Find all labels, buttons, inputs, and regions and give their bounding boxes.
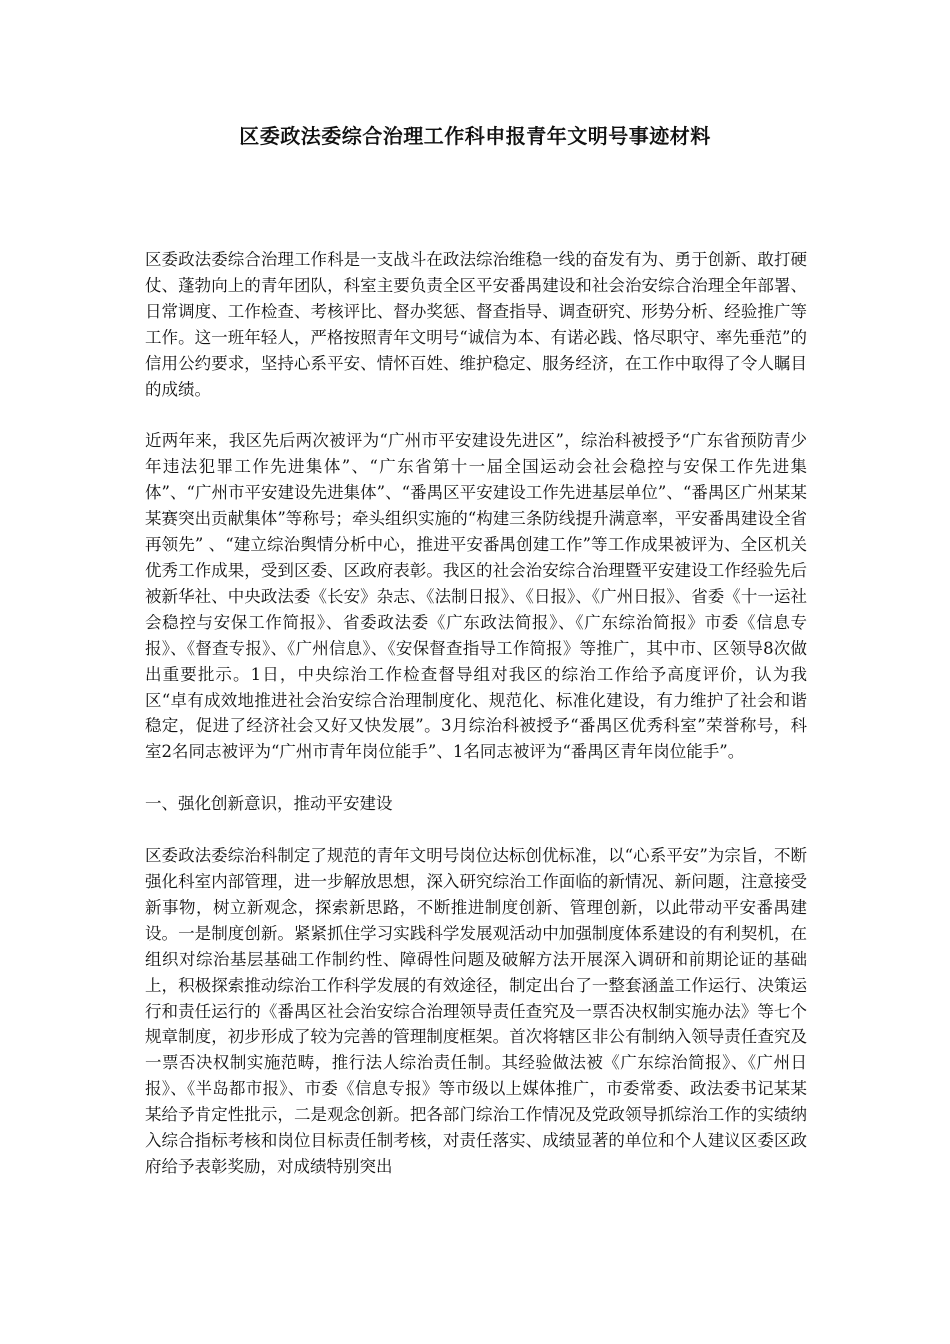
achievements-paragraph: 近两年来，我区先后两次被评为“广州市平安建设先进区”，综治科被授予“广东省预防青少年违法犯罪工作先进集体”、“广东省第十一届全国运动会社会稳控与安保工作先进集体”、“广州市平安建设先进集体”、“番禺区平安建设工作先进基层单位”、“番禺区广州某某某赛突出贡献集体”等称号；牵头组织实施的“构建三条防线提升满意率，平安番禺建设全省再领先” 、“建立综治舆情分析中心，推进平安番禺创建工作”等工作成果被评为、全区机关优秀工作成果，受到区委、区政府表彰。我区的社会治安综合治理暨平安建设工作经验先后被新华社、中央政法委《长安》杂志、《法制日报》、《日报》、《广州日报》、省委《十一运社会稳控与安保工作简报》、省委政法委《广东政法简报》、《广东综治简报》市委《信息专报》、《督查专报》、《广州信息》、《安保督查指导工作简报》等推广，其中市、区领导8次做出重要批示。1日，中央综治工作检查督导组对我区的综治工作给予高度评价，认为我区“卓有成效地推进社会治安综合治理制度化、规范化、标准化建设，有力维护了社会和谐稳定，促进了经济社会又好又快发展”。3月综治科被授予“番禺区优秀科室”荣誉称号，科室2名同志被评为“广州市青年岗位能手”、1名同志被评为“番禺区青年岗位能手”。: [145, 431, 807, 762]
section-paragraph: 区委政法委综治科制定了规范的青年文明号岗位达标创优标准，以“心系平安”为宗旨，不断强化科室内部管理，进一步解放思想，深入研究综治工作面临的新情况、新问题，注意接受新事物，树立新观念，探索新思路，不断推进制度创新、管理创新，以此带动平安番禺建设。一是制度创新。紧紧抓住学习实践科学发展观活动中加强制度体系建设的有利契机，在组织对综治基层基础工作制约性、障碍性问题及破解方法开展深入调研和前期论证的基础上，积极探索推动综治工作科学发展的有效途径，制定出台了一整套涵盖工作运行、决策运行和责任运行的《番禺区社会治安综合治理领导责任查究及一票否决权制实施办法》等七个规章制度，初步形成了较为完善的管理制度框架。首次将辖区非公有制纳入领导责任查究及一票否决权制实施范畴，推行法人综治责任制。其经验做法被《广东综治简报》、《广州日报》、《半岛都市报》、市委《信息专报》等市级以上媒体推广，市委常委、政法委书记某某某给予肯定性批示，二是观念创新。把各部门综治工作情况及党政领导抓综治工作的实绩纳入综合指标考核和岗位目标责任制考核，对责任落实、成绩显著的单位和个人建议区委区政府给予表彰奖励，对成绩特别突出: [145, 846, 807, 1176]
document-title: 区委政法委综合治理工作科申报青年文明号事迹材料: [239, 124, 711, 148]
section-heading: 一、强化创新意识，推动平安建设: [145, 794, 393, 814]
intro-paragraph: 区委政法委综合治理工作科是一支战斗在政法综治维稳一线的奋发有为、勇于创新、敢打硬仗、蓬勃向上的青年团队，科室主要负责全区平安番禺建设和社会治安综合治理全年部署、日常调度、工作检查、考核评比、督办奖惩、督查指导、调查研究、形势分析、经验推广等工作。这一班年轻人，严格按照青年文明号“诚信为本、有诺必践、恪尽职守、率先垂范”的信用公约要求，坚持心系平安、情怀百姓、维护稳定、服务经济，在工作中取得了令人瞩目的成绩。: [145, 250, 807, 399]
document-body: [145, 247, 807, 1180]
